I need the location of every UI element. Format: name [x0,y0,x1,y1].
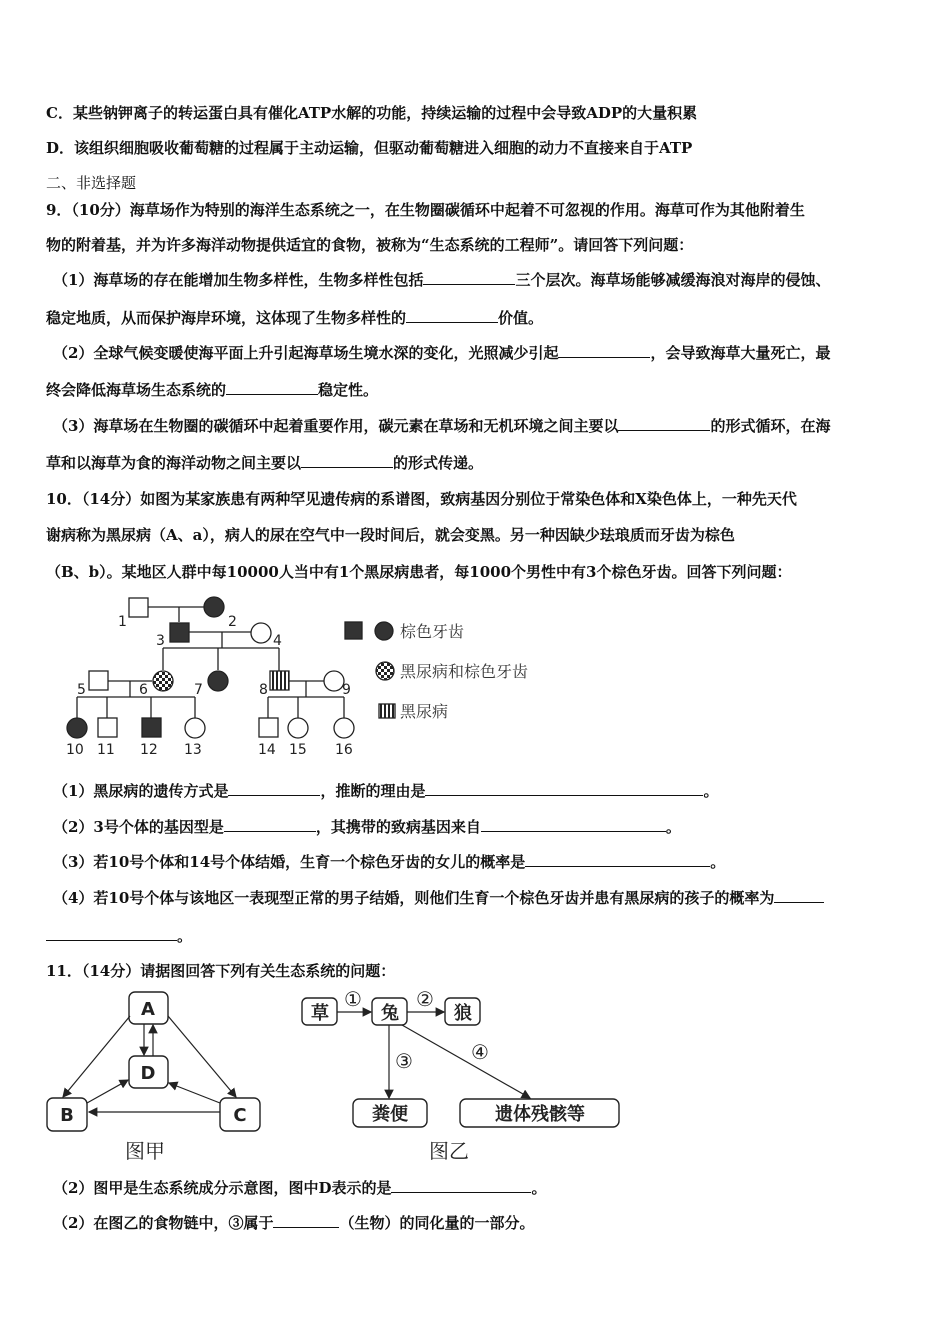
option-d: D．该组织细胞吸收葡萄糖的过程属于主动运输，但驱动葡萄糖进入细胞的动力不直接来自于ATP [46,139,693,157]
q10-part1: （1）黑尿病的遗传方式是 ，推断的理由是 。 [53,782,719,800]
label-13: 13 [184,742,202,758]
individual-8 [270,671,289,690]
answer-blank[interactable] [425,781,703,796]
label-4: 4 [273,633,282,649]
caption-jia: 图甲 [125,1139,165,1163]
label-12: 12 [140,742,158,758]
individual-14 [259,718,278,737]
individual-16 [334,718,354,738]
label-15: 15 [289,742,307,758]
q9-stem-1: 9．（10分）海草场作为特别的海洋生态系统之一，在生物圈碳循环中起着不可忽视的作用。海草可作为其他附着生 [46,201,805,219]
label-3: 3 [156,633,165,649]
individual-3 [170,623,189,642]
label-5: 5 [77,682,86,698]
section-heading: 二、非选择题 [46,174,137,192]
legend-brown-teeth: 棕色牙齿 [400,622,465,641]
q10-part3: （3）若10号个体和14号个体结婚，生育一个棕色牙齿的女儿的概率是 。 [53,853,726,871]
answer-blank[interactable] [481,817,666,832]
individual-12 [142,718,161,737]
node-d-label: D [140,1063,156,1084]
q11-stem: 11．（14分）请据图回答下列有关生态系统的问题： [46,962,396,980]
legend-both: 黑尿病和棕色牙齿 [400,662,529,681]
q10-stem-3: （B、b）。某地区人群中每10000人当中有1个黑尿病患者，每1000个男性中有3个棕色牙齿。回答下列问题： [46,563,792,581]
label-2: 2 [228,614,237,630]
individual-4 [251,623,271,643]
individual-1 [129,598,148,617]
label-1: 1 [118,614,127,630]
individual-10 [67,718,87,738]
node-wolf-label: 狼 [454,1003,472,1024]
q9-part3-line2: 草和以海草为食的海洋动物之间主要以 的形式传递。 [46,454,484,472]
label-10: 10 [66,742,84,758]
node-grass-label: 草 [311,1003,329,1024]
label-7: 7 [194,682,203,698]
answer-blank[interactable] [618,416,710,431]
q10-part4-line2: 。 [46,926,906,946]
label-8: 8 [259,682,268,698]
figure-jia [40,985,270,1165]
answer-blank[interactable] [423,270,515,285]
answer-blank[interactable] [301,453,393,468]
legend-alkaptonuria: 黑尿病 [400,702,449,721]
individual-7 [208,671,228,691]
individual-6 [153,671,173,691]
answer-blank[interactable] [228,781,320,796]
answer-blank[interactable] [406,308,498,323]
q9-part2-line2: 终会降低海草场生态系统的 稳定性。 [46,381,379,399]
answer-blank[interactable] [525,852,710,867]
individual-11 [98,718,117,737]
q9-stem-2: 物的附着基，并为许多海洋动物提供适宜的食物，被称为“生态系统的工程师”。请回答下列问题： [46,236,694,254]
node-c-label: C [233,1105,247,1126]
label-14: 14 [258,742,276,758]
label-16: 16 [335,742,353,758]
label-9: 9 [342,682,351,698]
legend [345,622,395,718]
q10-part4-line1: （4）若10号个体与该地区一表现型正常的男子结婚，则他们生育一个棕色牙齿并患有黑尿病的孩子的概率为 [53,888,913,908]
node-b-label: B [60,1105,74,1126]
answer-blank[interactable] [774,888,824,903]
q10-part2: （2）3号个体的基因型是 ，其携带的致病基因来自 。 [53,818,681,836]
answer-blank[interactable] [391,1178,531,1193]
figure-yi [295,985,630,1165]
individual-2 [204,597,224,617]
arrow-4-label: ④ [471,1040,489,1064]
answer-blank[interactable] [46,926,177,941]
q11-part1: （2）图甲是生态系统成分示意图，图中D表示的是 。 [53,1179,547,1197]
answer-blank[interactable] [273,1213,339,1228]
caption-yi: 图乙 [429,1139,469,1163]
arrow-2-label: ② [416,987,434,1011]
individual-13 [185,718,205,738]
node-remains-label: 遗体残骸等 [495,1104,585,1125]
q9-part3-line1: （3）海草场在生物圈的碳循环中起着重要作用，碳元素在草场和无机环境之间主要以 的形式循环，在海 [53,417,831,435]
node-rabbit-label: 兔 [381,1003,399,1024]
arrow-3-label: ③ [395,1049,413,1073]
node-a-label: A [141,999,155,1020]
label-11: 11 [97,742,115,758]
pedigree-chart [55,590,555,762]
q11-part2: （2）在图乙的食物链中，③属于 （生物）的同化量的一部分。 [53,1214,535,1232]
q9-part1-line1: （1）海草场的存在能增加生物多样性，生物多样性包括 三个层次。海草场能够减缓海浪对海岸的侵蚀、 [53,271,831,289]
answer-blank[interactable] [226,380,318,395]
answer-blank[interactable] [558,343,650,358]
q10-stem-2: 谢病称为黑尿病（A、a），病人的尿在空气中一段时间后，就会变黑。另一种因缺少珐琅质而牙齿为棕色 [46,526,735,544]
answer-blank[interactable] [224,817,316,832]
individual-15 [288,718,308,738]
individual-5 [89,671,108,690]
q9-part1-line2: 稳定地质，从而保护海岸环境，这体现了生物多样性的 价值。 [46,309,544,327]
option-c: C．某些钠钾离子的转运蛋白具有催化ATP水解的功能，持续运输的过程中会导致ADP的大量积累 [46,104,698,122]
q9-part2-line1: （2）全球气候变暖使海平面上升引起海草场生境水深的变化，光照减少引起 ，会导致海草大量死亡，最 [53,344,831,362]
label-6: 6 [139,682,148,698]
arrow-1-label: ① [344,987,362,1011]
node-feces-label: 粪便 [372,1104,408,1125]
q10-stem-1: 10．（14分）如图为某家族患有两种罕见遗传病的系谱图，致病基因分别位于常染色体和X染色体上，一种先天代 [46,490,797,508]
individual-9 [324,671,344,691]
